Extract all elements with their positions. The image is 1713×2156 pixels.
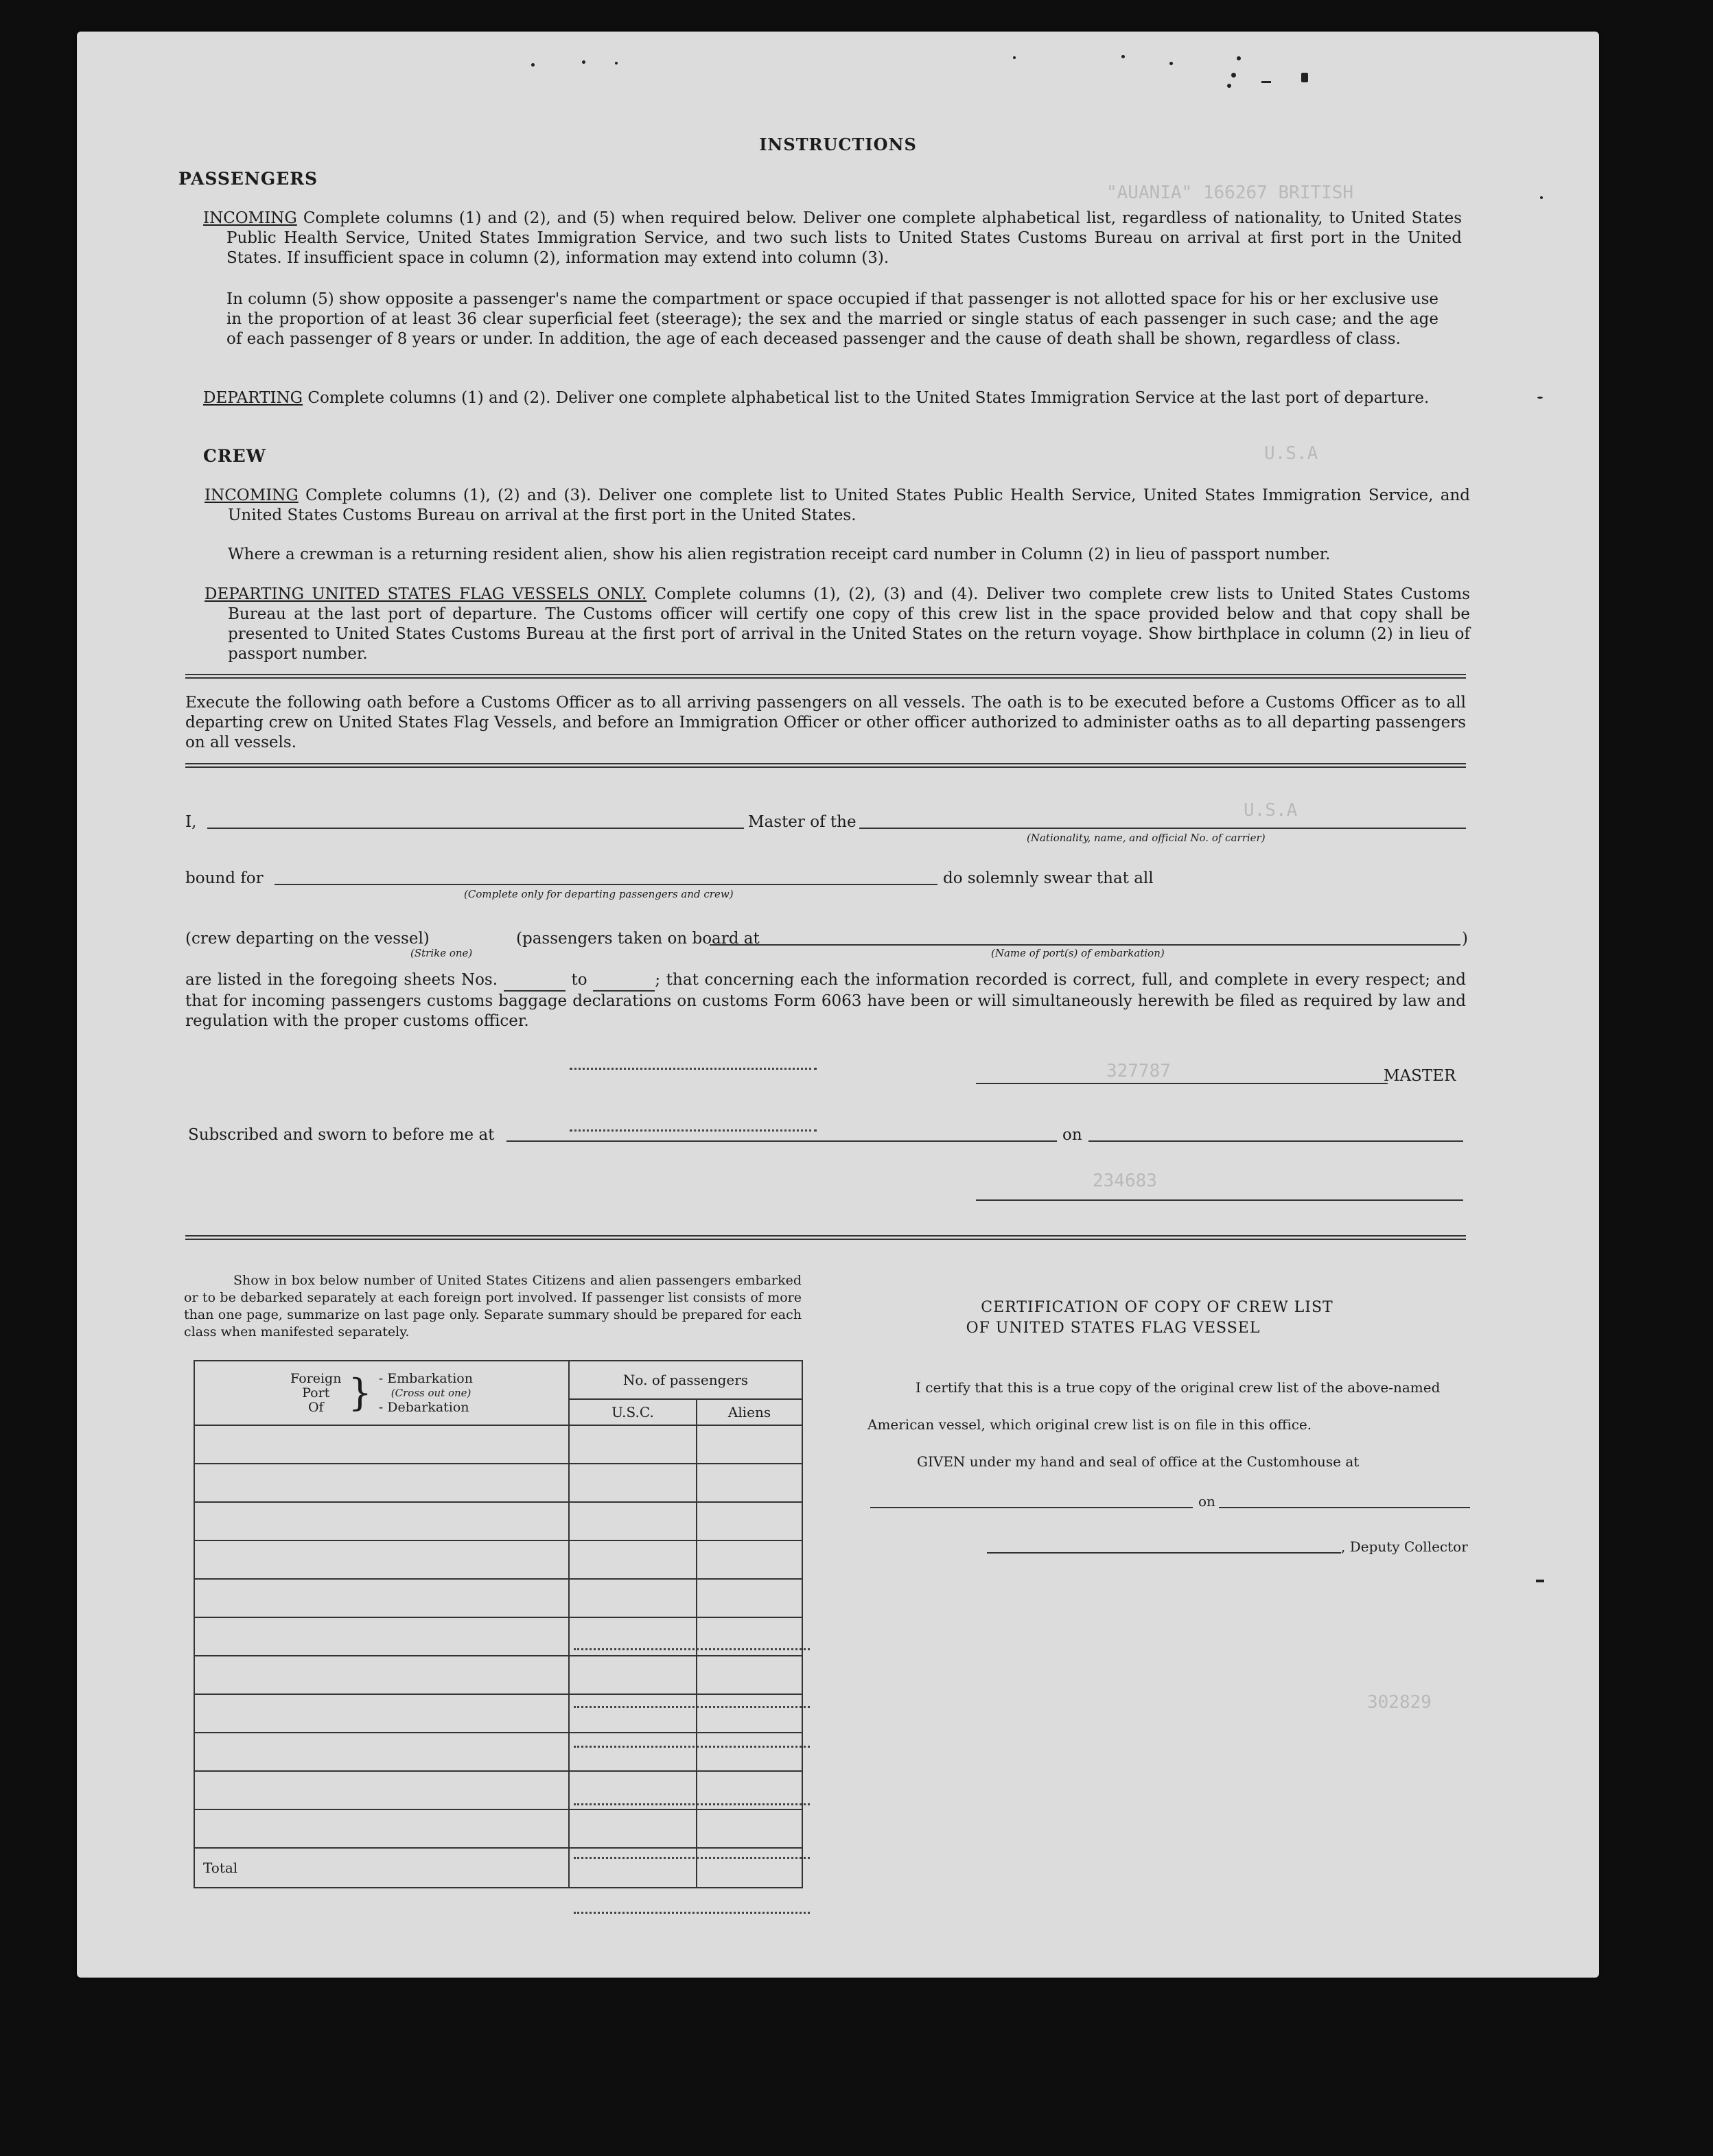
crew-heading: CREW (203, 446, 266, 466)
aliens-cell[interactable] (697, 1656, 802, 1694)
section-divider (185, 763, 1466, 768)
bleed-through-text: U.S.A (1244, 800, 1298, 821)
dotted-line (570, 1129, 817, 1132)
officer-signature-line[interactable] (976, 1199, 1463, 1201)
usc-cell[interactable] (569, 1656, 697, 1694)
bleed-through-text: 234683 (1093, 1171, 1157, 1191)
passengers-taken-option[interactable]: (passengers taken on board at (516, 930, 760, 948)
foreign-port-header (194, 1361, 569, 1425)
sworn-on-line[interactable] (1088, 1140, 1463, 1142)
table-row (194, 1733, 802, 1771)
usc-cell[interactable] (569, 1579, 697, 1617)
swear-text: do solemnly swear that all (943, 869, 1154, 887)
dotted-line (574, 1706, 810, 1708)
summary-note: Show in box below number of United States Citizens and alien passengers embarked or to be debarked separately at each foreign port involved. If passenger list consists of more than one page, summarize on last page only. Separate summary should be prepared for each class when manifested separately. (184, 1273, 802, 1339)
master-of-the-label: Master of the (748, 813, 856, 831)
customhouse-line[interactable] (870, 1507, 1193, 1508)
listed-paragraph (185, 970, 1466, 1031)
usc-cell[interactable] (569, 1809, 697, 1848)
bleed-through-text: "AUANIA" 166267 BRITISH (1106, 183, 1354, 203)
passengers-departing-text: Complete columns (1) and (2). Deliver one complete alphabetical list to the United States Immigration Service at the last port of departure. (307, 389, 1430, 407)
listed-to: to (571, 971, 587, 989)
carrier-note: (Nationality, name, and official No. of carrier) (1027, 832, 1266, 844)
aliens-cell[interactable] (697, 1464, 802, 1502)
crew-departing-text: Complete columns (1), (2), (3) and (4). Deliver two complete crew lists to United States Customs Bureau at the last port of departure. The Customs officer will certify one copy of this crew list in the space provided below and that copy shall be presented to United States Customs Bureau at the first port of arrival in the United States on the return voyage. Show birthplace in column (2) in lieu of passport number. (228, 585, 1470, 663)
section-divider (185, 674, 1466, 679)
port-label: Port (302, 1385, 330, 1401)
port-cell[interactable] (194, 1809, 569, 1848)
given-text: GIVEN under my hand and seal of office at the Customhouse at (917, 1453, 1360, 1470)
aliens-cell[interactable] (697, 1425, 802, 1464)
bleed-through-text: 302829 (1367, 1692, 1432, 1713)
master-label: MASTER (1384, 1067, 1456, 1085)
port-cell[interactable] (194, 1540, 569, 1579)
certify-text-b: American vessel, which original crew list is on file in this office. (867, 1416, 1312, 1433)
certification-on-label: on (1198, 1493, 1215, 1510)
passengers-incoming-label: INCOMING (203, 209, 297, 227)
certification-title-1: CERTIFICATION OF COPY OF CREW LIST (981, 1299, 1333, 1316)
aliens-cell[interactable] (697, 1809, 802, 1848)
port-cell[interactable] (194, 1617, 569, 1656)
subscribed-label: Subscribed and sworn to before me at (188, 1126, 495, 1144)
usc-total-cell[interactable] (569, 1848, 697, 1888)
sworn-at-line[interactable] (506, 1140, 1057, 1142)
no-of-passengers-header: No. of passengers (569, 1361, 802, 1399)
port-cell[interactable] (194, 1771, 569, 1809)
crewman-paragraph: Where a crewman is a returning resident alien, show his alien registration receipt card number in Column (2) in lieu of passport number. (228, 546, 1331, 563)
port-cell[interactable] (194, 1694, 569, 1733)
document-page (77, 32, 1599, 1978)
crew-incoming-text: Complete columns (1), (2) and (3). Deliver one complete list to United States Public Health Service, United States Immigration Service, and United States Customs Bureau on arrival at the first port in the United States. (228, 487, 1470, 524)
close-paren: ) (1462, 930, 1468, 948)
passengers-incoming-paragraph (203, 209, 1462, 268)
port-cell[interactable] (194, 1425, 569, 1464)
deputy-collector-label: , Deputy Collector (1341, 1538, 1468, 1555)
certification-date-line[interactable] (1219, 1507, 1470, 1508)
table-row (194, 1694, 802, 1733)
passengers-incoming-text: Complete columns (1) and (2), and (5) when required below. Deliver one complete alphabetical list, regardless of nationality, to United States Public Health Service, United States Immigration Service, and two such lists to United States Customs Bureau on arrival at first port in the United States. If insufficient space in column (2), information may extend into column (3). (226, 209, 1462, 267)
port-cell[interactable] (194, 1464, 569, 1502)
embarkation-ports-line[interactable] (710, 944, 1460, 946)
debarkation-option[interactable]: - Debarkation (378, 1399, 469, 1415)
ports-note: (Name of port(s) of embarkation) (991, 947, 1165, 959)
deputy-collector-line[interactable] (987, 1552, 1341, 1554)
brace-icon: } (348, 1371, 372, 1414)
port-cell[interactable] (194, 1579, 569, 1617)
bleed-through-text: 327787 (1106, 1061, 1171, 1081)
certify-text-a: I certify that this is a true copy of the original crew list of the above-named (916, 1379, 1441, 1396)
listed-text-b: ; that concerning each the information recorded is correct, full, and complete in every respect; and that for incoming passengers customs baggage declarations on customs Form 6063 have been or will simultaneously herewith be filed as required by law and regulation with the proper customs officer. (185, 971, 1466, 1030)
certification-title-2: OF UNITED STATES FLAG VESSEL (966, 1320, 1261, 1337)
total-row (194, 1848, 802, 1888)
sheet-from-field[interactable] (504, 970, 566, 992)
table-row (194, 1502, 802, 1540)
sworn-on-label: on (1062, 1126, 1082, 1144)
port-cell[interactable] (194, 1656, 569, 1694)
bound-for-line[interactable] (275, 884, 937, 885)
table-row (194, 1656, 802, 1694)
crew-departing-paragraph (205, 585, 1470, 664)
foreign-label: Foreign (290, 1370, 342, 1386)
total-label: Total (194, 1848, 569, 1888)
crew-departing-label: DEPARTING UNITED STATES FLAG VESSELS ONLY. (205, 585, 647, 603)
aliens-cell[interactable] (697, 1733, 802, 1771)
sheet-to-field[interactable] (593, 970, 655, 992)
table-row (194, 1540, 802, 1579)
table-row (194, 1464, 802, 1502)
bound-for-label: bound for (185, 869, 264, 887)
listed-text-a: are listed in the foregoing sheets Nos. (185, 971, 498, 989)
port-cell[interactable] (194, 1502, 569, 1540)
strike-one-note: (Strike one) (410, 947, 473, 959)
dotted-line (574, 1912, 810, 1914)
passengers-departing-label: DEPARTING (203, 389, 303, 407)
usc-cell[interactable] (569, 1464, 697, 1502)
aliens-cell[interactable] (697, 1502, 802, 1540)
dotted-line (574, 1746, 810, 1748)
crew-incoming-paragraph (205, 486, 1470, 526)
usc-header: U.S.C. (569, 1399, 697, 1425)
passenger-summary-table (194, 1360, 803, 1888)
aliens-cell[interactable] (697, 1540, 802, 1579)
section-divider (185, 1235, 1466, 1240)
usc-cell[interactable] (569, 1540, 697, 1579)
master-name-line[interactable] (207, 828, 744, 829)
usc-cell[interactable] (569, 1502, 697, 1540)
embarkation-option[interactable]: - Embarkation (378, 1370, 473, 1386)
page-title: INSTRUCTIONS (759, 134, 917, 154)
carrier-line[interactable] (859, 828, 1466, 829)
aliens-total-cell[interactable] (697, 1848, 802, 1888)
aliens-cell[interactable] (697, 1579, 802, 1617)
usc-cell[interactable] (569, 1694, 697, 1733)
passengers-heading: PASSENGERS (178, 169, 318, 189)
dotted-line (570, 1068, 817, 1070)
bound-for-note: (Complete only for departing passengers and crew) (464, 888, 734, 900)
crew-departing-option[interactable]: (crew departing on the vessel) (185, 930, 430, 948)
dotted-line (574, 1803, 810, 1805)
aliens-cell[interactable] (697, 1694, 802, 1733)
cross-out-note: (Cross out one) (391, 1386, 471, 1399)
passengers-departing-paragraph (203, 388, 1462, 408)
master-signature-line[interactable] (976, 1083, 1388, 1084)
crew-incoming-label: INCOMING (205, 487, 299, 504)
table-row (194, 1809, 802, 1848)
oath-intro: Execute the following oath before a Customs Officer as to all arriving passengers on all vessels. The oath is to be executed before a Customs Officer as to all departing crew on United States Flag Vessels, and before an Immigration Officer or other officer authorized to administer oaths as to all departing passengers on all vessels. (185, 694, 1466, 751)
dotted-line (574, 1648, 810, 1650)
table-row (194, 1425, 802, 1464)
usc-cell[interactable] (569, 1425, 697, 1464)
port-cell[interactable] (194, 1733, 569, 1771)
aliens-header: Aliens (697, 1399, 802, 1425)
usc-cell[interactable] (569, 1733, 697, 1771)
bleed-through-text: U.S.A (1264, 443, 1318, 464)
oath-i-label: I, (185, 813, 197, 831)
column5-paragraph: In column (5) show opposite a passenger's name the compartment or space occupied if that passenger is not allotted space for his or her exclusive use in the proportion of at least 36 clear superficial feet (steerage); the sex and the married or single status of each passenger in such case; and the age of each passenger of 8 years or under. In addition, the age of each deceased passenger and the cause of death shall be shown, regardless of class. (226, 290, 1438, 348)
of-label: Of (307, 1399, 324, 1415)
table-row (194, 1579, 802, 1617)
dotted-line (574, 1857, 810, 1859)
